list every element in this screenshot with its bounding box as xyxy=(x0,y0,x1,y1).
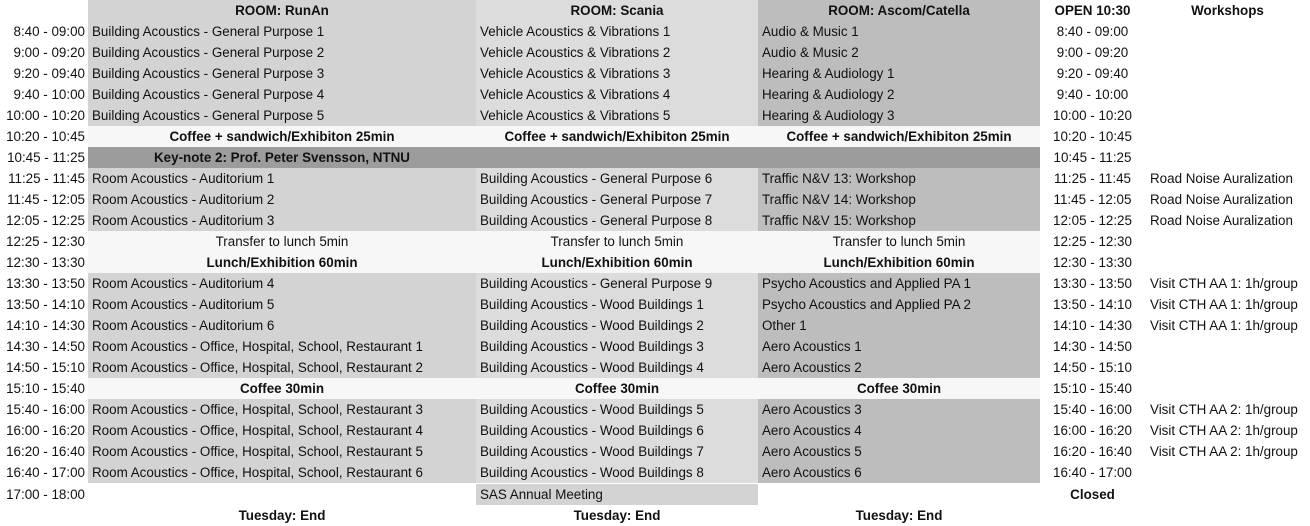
break-scania: Lunch/Exhibition 60min xyxy=(476,252,758,273)
table-row xyxy=(0,462,1310,483)
time-cell: 16:00 - 16:20 xyxy=(6,423,85,438)
session-ascom: Audio & Music 2 xyxy=(758,42,1040,63)
open-time-cell: 16:20 - 16:40 xyxy=(1053,444,1132,459)
workshop-cell xyxy=(1145,126,1310,147)
open-time-cell: 13:30 - 13:50 xyxy=(1053,276,1132,291)
workshop-cell xyxy=(1145,462,1310,483)
table-row xyxy=(0,315,1310,336)
session-scania: Building Acoustics - Wood Buildings 6 xyxy=(476,420,758,441)
time-cell: 12:30 - 13:30 xyxy=(6,255,85,270)
time-cell: 10:45 - 11:25 xyxy=(7,150,85,165)
session-scania: Building Acoustics - General Purpose 7 xyxy=(476,189,758,210)
room-header-scania: ROOM: Scania xyxy=(476,0,758,21)
session-ascom: Aero Acoustics 6 xyxy=(758,462,1040,483)
workshop-cell: Visit CTH AA 1: 1h/group xyxy=(1150,318,1298,333)
break-ascom: Coffee 30min xyxy=(758,378,1040,399)
workshop-cell: Road Noise Auralization xyxy=(1150,213,1293,228)
break-row xyxy=(0,378,1310,399)
footer-row xyxy=(0,505,1310,526)
break-ascom: Coffee + sandwich/Exhibiton 25min xyxy=(758,126,1040,147)
table-row xyxy=(0,273,1310,294)
workshop-cell xyxy=(1145,378,1310,399)
time-cell: 16:40 - 17:00 xyxy=(6,465,85,480)
session-scania: Building Acoustics - Wood Buildings 2 xyxy=(476,315,758,336)
workshop-cell: Visit CTH AA 1: 1h/group xyxy=(1150,297,1298,312)
end-label-ascom: Tuesday: End xyxy=(855,508,943,523)
session-runan: Room Acoustics - Auditorium 2 xyxy=(88,189,476,210)
open-time-cell: 14:30 - 14:50 xyxy=(1053,339,1132,354)
time-cell: 14:30 - 14:50 xyxy=(6,339,85,354)
session-scania: Building Acoustics - General Purpose 8 xyxy=(476,210,758,231)
session-scania: Building Acoustics - Wood Buildings 8 xyxy=(476,462,758,483)
time-cell: 13:50 - 14:10 xyxy=(6,297,85,312)
table-row xyxy=(0,484,1310,505)
workshop-cell xyxy=(1145,63,1310,84)
session-ascom: Traffic N&V 14: Workshop xyxy=(758,189,1040,210)
room-header-runan: ROOM: RunAn xyxy=(88,0,476,21)
workshop-cell: Visit CTH AA 2: 1h/group xyxy=(1150,423,1298,438)
session-ascom: Psycho Acoustics and Applied PA 1 xyxy=(758,273,1040,294)
time-cell: 11:45 - 12:05 xyxy=(7,192,85,207)
time-cell: 15:40 - 16:00 xyxy=(6,402,85,417)
workshop-cell: Visit CTH AA 2: 1h/group xyxy=(1150,402,1298,417)
table-row xyxy=(0,21,1310,42)
session-runan: Room Acoustics - Auditorium 4 xyxy=(88,273,476,294)
table-row xyxy=(0,168,1310,189)
open-time-cell: 8:40 - 09:00 xyxy=(1056,24,1129,39)
time-cell: 14:10 - 14:30 xyxy=(6,318,85,333)
session-runan: Room Acoustics - Office, Hospital, School, Restaurant 6 xyxy=(88,462,476,483)
time-cell: 11:25 - 11:45 xyxy=(8,171,85,186)
break-scania: Coffee + sandwich/Exhibiton 25min xyxy=(476,126,758,147)
session-ascom: Aero Acoustics 3 xyxy=(758,399,1040,420)
table-row xyxy=(0,399,1310,420)
session-runan: Room Acoustics - Office, Hospital, School, Restaurant 2 xyxy=(88,357,476,378)
session-scania: Building Acoustics - General Purpose 6 xyxy=(476,168,758,189)
open-header: OPEN 10:30 xyxy=(1054,3,1131,18)
table-row xyxy=(0,84,1310,105)
session-ascom: Hearing & Audiology 3 xyxy=(758,105,1040,126)
open-time-cell: 10:00 - 10:20 xyxy=(1053,108,1132,123)
session-scania: Vehicle Acoustics & Vibrations 4 xyxy=(476,84,758,105)
workshop-cell: Road Noise Auralization xyxy=(1150,171,1293,186)
open-time-cell: 10:20 - 10:45 xyxy=(1053,129,1132,144)
time-cell: 14:50 - 15:10 xyxy=(6,360,85,375)
room-header-ascom: ROOM: Ascom/Catella xyxy=(758,0,1040,21)
time-cell: 15:10 - 15:40 xyxy=(6,381,85,396)
session-ascom: Psycho Acoustics and Applied PA 2 xyxy=(758,294,1040,315)
session-ascom: Aero Acoustics 1 xyxy=(758,336,1040,357)
keynote-title: Key-note 2: Prof. Peter Svensson, NTNU xyxy=(154,150,410,165)
session-scania: Building Acoustics - Wood Buildings 7 xyxy=(476,441,758,462)
time-cell: 13:30 - 13:50 xyxy=(6,276,85,291)
table-row xyxy=(0,105,1310,126)
open-time-cell: 16:00 - 16:20 xyxy=(1053,423,1132,438)
open-time-cell: 14:50 - 15:10 xyxy=(1053,360,1132,375)
workshop-cell xyxy=(1145,336,1310,357)
workshop-cell xyxy=(1145,84,1310,105)
session-runan: Building Acoustics - General Purpose 2 xyxy=(88,42,476,63)
time-cell: 16:20 - 16:40 xyxy=(6,444,85,459)
session-scania: Building Acoustics - Wood Buildings 3 xyxy=(476,336,758,357)
break-ascom: Transfer to lunch 5min xyxy=(758,231,1040,252)
workshop-cell xyxy=(1145,21,1310,42)
break-ascom: Lunch/Exhibition 60min xyxy=(758,252,1040,273)
header-row xyxy=(0,0,1310,21)
break-row xyxy=(0,231,1310,252)
break-row xyxy=(0,126,1310,147)
session-ascom: Aero Acoustics 5 xyxy=(758,441,1040,462)
workshop-cell: Visit CTH AA 1: 1h/group xyxy=(1150,276,1298,291)
session-runan: Building Acoustics - General Purpose 5 xyxy=(88,105,476,126)
workshop-cell xyxy=(1145,231,1310,252)
session-ascom: Aero Acoustics 4 xyxy=(758,420,1040,441)
table-row xyxy=(0,441,1310,462)
time-cell: 17:00 - 18:00 xyxy=(6,487,85,502)
session-runan: Room Acoustics - Office, Hospital, School, Restaurant 5 xyxy=(88,441,476,462)
session-scania: Building Acoustics - Wood Buildings 4 xyxy=(476,357,758,378)
end-label-runan: Tuesday: End xyxy=(238,508,326,523)
table-row xyxy=(0,420,1310,441)
session-ascom: Hearing & Audiology 1 xyxy=(758,63,1040,84)
session-scania-meeting: SAS Annual Meeting xyxy=(476,484,758,505)
workshop-cell: Road Noise Auralization xyxy=(1150,192,1293,207)
table-row xyxy=(0,210,1310,231)
session-runan: Room Acoustics - Auditorium 6 xyxy=(88,315,476,336)
session-scania: Building Acoustics - General Purpose 9 xyxy=(476,273,758,294)
session-runan: Room Acoustics - Auditorium 1 xyxy=(88,168,476,189)
session-scania: Vehicle Acoustics & Vibrations 2 xyxy=(476,42,758,63)
session-scania: Vehicle Acoustics & Vibrations 3 xyxy=(476,63,758,84)
session-ascom: Hearing & Audiology 2 xyxy=(758,84,1040,105)
session-ascom: Audio & Music 1 xyxy=(758,21,1040,42)
time-cell: 9:00 - 09:20 xyxy=(13,45,85,60)
break-scania: Coffee 30min xyxy=(476,378,758,399)
workshop-cell xyxy=(1145,147,1310,168)
workshop-cell xyxy=(1145,105,1310,126)
open-time-cell: 15:40 - 16:00 xyxy=(1053,402,1132,417)
open-time-cell: 11:45 - 12:05 xyxy=(1053,192,1132,207)
break-runan: Coffee 30min xyxy=(88,378,476,399)
workshop-cell xyxy=(1145,357,1310,378)
break-runan: Coffee + sandwich/Exhibiton 25min xyxy=(88,126,476,147)
session-ascom: Traffic N&V 15: Workshop xyxy=(758,210,1040,231)
session-runan: Room Acoustics - Office, Hospital, School, Restaurant 4 xyxy=(88,420,476,441)
session-scania: Building Acoustics - Wood Buildings 1 xyxy=(476,294,758,315)
open-time-cell: 9:20 - 09:40 xyxy=(1056,66,1129,81)
table-row xyxy=(0,336,1310,357)
keynote-banner xyxy=(88,147,1040,168)
session-runan: Room Acoustics - Auditorium 3 xyxy=(88,210,476,231)
session-ascom: Traffic N&V 13: Workshop xyxy=(758,168,1040,189)
time-cell: 12:05 - 12:25 xyxy=(6,213,85,228)
session-scania: Vehicle Acoustics & Vibrations 1 xyxy=(476,21,758,42)
open-time-cell: 15:10 - 15:40 xyxy=(1053,381,1132,396)
open-time-cell: 12:30 - 13:30 xyxy=(1053,255,1132,270)
keynote-row xyxy=(0,147,1310,168)
time-cell: 8:40 - 09:00 xyxy=(13,24,85,39)
table-row xyxy=(0,42,1310,63)
workshop-cell: Visit CTH AA 2: 1h/group xyxy=(1150,444,1298,459)
session-scania: Vehicle Acoustics & Vibrations 5 xyxy=(476,105,758,126)
session-ascom: Other 1 xyxy=(758,315,1040,336)
open-time-cell: 16:40 - 17:00 xyxy=(1053,465,1132,480)
workshops-header: Workshops xyxy=(1191,3,1264,18)
session-runan: Building Acoustics - General Purpose 1 xyxy=(88,21,476,42)
workshop-cell xyxy=(1145,252,1310,273)
break-row xyxy=(0,252,1310,273)
table-row xyxy=(0,294,1310,315)
open-time-cell: 9:40 - 10:00 xyxy=(1056,87,1129,102)
session-runan: Room Acoustics - Office, Hospital, School, Restaurant 1 xyxy=(88,336,476,357)
time-cell: 9:40 - 10:00 xyxy=(13,87,85,102)
open-time-cell: 11:25 - 11:45 xyxy=(1054,171,1131,186)
open-time-cell: 12:05 - 12:25 xyxy=(1053,213,1132,228)
table-row xyxy=(0,357,1310,378)
time-cell: 10:20 - 10:45 xyxy=(6,129,85,144)
open-time-cell: 13:50 - 14:10 xyxy=(1053,297,1132,312)
open-time-cell: 12:25 - 12:30 xyxy=(1053,234,1132,249)
table-row xyxy=(0,189,1310,210)
break-runan: Lunch/Exhibition 60min xyxy=(88,252,476,273)
open-time-cell: 9:00 - 09:20 xyxy=(1056,45,1129,60)
time-cell: 10:00 - 10:20 xyxy=(6,108,85,123)
time-cell: 9:20 - 09:40 xyxy=(13,66,85,81)
open-closed-label: Closed xyxy=(1070,487,1115,502)
session-runan: Room Acoustics - Auditorium 5 xyxy=(88,294,476,315)
session-ascom: Aero Acoustics 2 xyxy=(758,357,1040,378)
session-runan: Room Acoustics - Office, Hospital, School, Restaurant 3 xyxy=(88,399,476,420)
time-cell: 12:25 - 12:30 xyxy=(6,234,85,249)
session-runan: Building Acoustics - General Purpose 3 xyxy=(88,63,476,84)
end-label-scania: Tuesday: End xyxy=(573,508,661,523)
session-runan: Building Acoustics - General Purpose 4 xyxy=(88,84,476,105)
workshop-cell xyxy=(1145,42,1310,63)
open-time-cell: 10:45 - 11:25 xyxy=(1053,150,1132,165)
session-scania: Building Acoustics - Wood Buildings 5 xyxy=(476,399,758,420)
open-time-cell: 14:10 - 14:30 xyxy=(1053,318,1132,333)
table-row xyxy=(0,63,1310,84)
break-runan: Transfer to lunch 5min xyxy=(88,231,476,252)
break-scania: Transfer to lunch 5min xyxy=(476,231,758,252)
